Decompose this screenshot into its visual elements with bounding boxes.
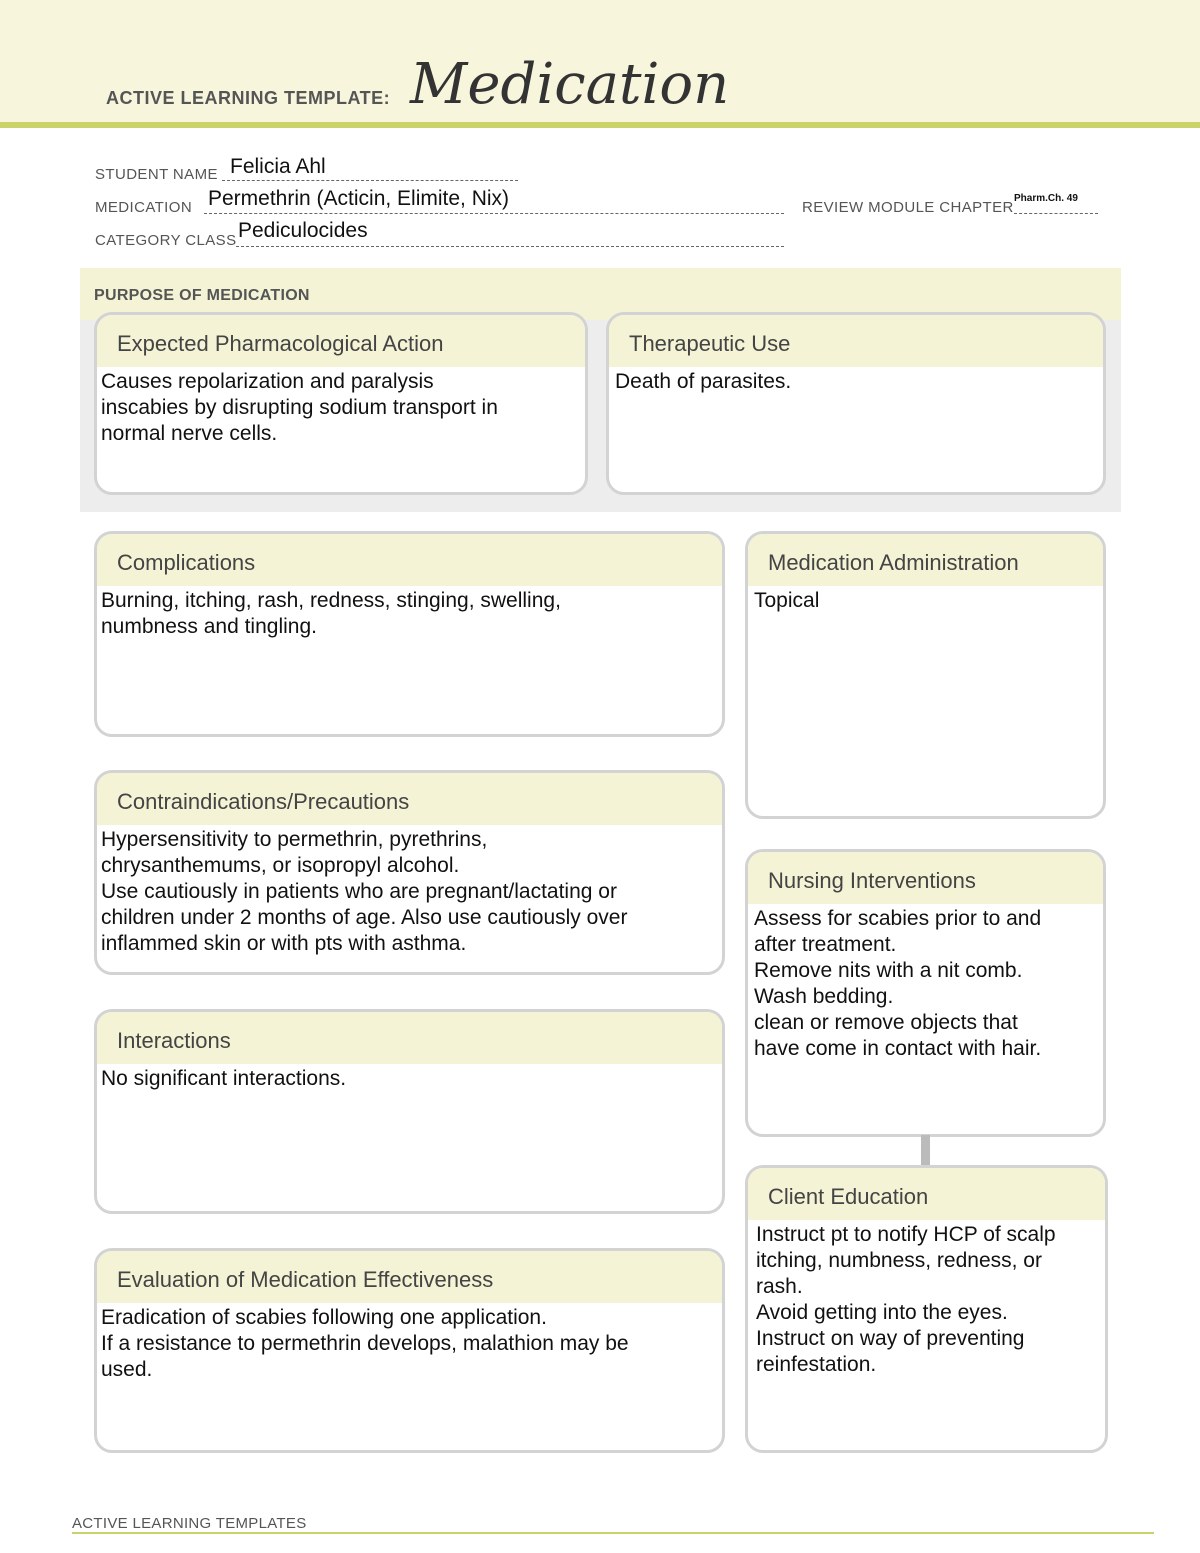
contraindications-heading: Contraindications/Precautions	[97, 773, 722, 825]
student-name-value[interactable]: Felicia Ahl	[230, 155, 326, 178]
header-rule	[0, 122, 1200, 128]
nursing-interventions-body[interactable]: Assess for scabies prior to and after treatment. Remove nits with a nit comb. Wash bedding. clean or remove objects that have come in contact with hair.	[754, 907, 1042, 1060]
evaluation-body[interactable]: Eradication of scabies following one application. If a resistance to permethrin develops, malathion may be used.	[101, 1306, 629, 1381]
expected-action-box[interactable]	[94, 312, 588, 495]
medication-label: MEDICATION	[95, 199, 193, 216]
category-class-line	[236, 246, 784, 247]
category-class-label: CATEGORY CLASS	[95, 232, 237, 249]
connector-bar	[921, 1135, 930, 1167]
review-module-label: REVIEW MODULE CHAPTER	[802, 199, 1014, 216]
interactions-body[interactable]: No significant interactions.	[101, 1067, 347, 1090]
complications-body[interactable]: Burning, itching, rash, redness, stinging, swelling, numbness and tingling.	[101, 589, 561, 638]
medication-line	[204, 213, 784, 214]
interactions-box[interactable]	[94, 1009, 725, 1214]
student-name-label: STUDENT NAME	[95, 166, 218, 183]
client-education-body[interactable]: Instruct pt to notify HCP of scalp itching, numbness, redness, or rash. Avoid getting into the eyes. Instruct on way of preventing reinfestation.	[756, 1223, 1056, 1376]
complications-box[interactable]	[94, 531, 725, 737]
nursing-interventions-heading: Nursing Interventions	[748, 852, 1103, 904]
medication-value[interactable]: Permethrin (Acticin, Elimite, Nix)	[208, 187, 510, 210]
evaluation-heading: Evaluation of Medication Effectiveness	[97, 1251, 722, 1303]
interactions-heading: Interactions	[97, 1012, 722, 1064]
evaluation-box[interactable]	[94, 1248, 725, 1453]
nursing-interventions-box[interactable]	[745, 849, 1106, 1137]
contraindications-body[interactable]: Hypersensitivity to permethrin, pyrethrins, chrysanthemums, or isopropyl alcohol. Use cautiously in patients who are pregnant/lactating or children under 2 months of age. Also use cautiously over inflammed skin or with pts with asthma.	[101, 828, 628, 955]
contraindications-box[interactable]	[94, 770, 725, 975]
template-label: ACTIVE LEARNING TEMPLATE:	[106, 88, 391, 108]
purpose-title: PURPOSE OF MEDICATION	[94, 287, 310, 304]
therapeutic-use-heading: Therapeutic Use	[609, 315, 1103, 367]
administration-body[interactable]: Topical	[754, 589, 820, 612]
page-title: Medication	[410, 52, 730, 117]
administration-heading: Medication Administration	[748, 534, 1103, 586]
review-module-line	[1014, 213, 1098, 214]
category-class-value[interactable]: Pediculocides	[238, 219, 368, 242]
administration-box[interactable]	[745, 531, 1106, 819]
complications-heading: Complications	[97, 534, 722, 586]
footer-rule	[72, 1532, 1154, 1534]
review-module-value[interactable]: Pharm.Ch. 49	[1014, 193, 1078, 204]
student-name-line	[222, 180, 518, 181]
therapeutic-use-body[interactable]: Death of parasites.	[615, 370, 792, 393]
expected-action-body[interactable]: Causes repolarization and paralysis inscabies by disrupting sodium transport in normal nerve cells.	[101, 370, 498, 445]
expected-action-heading: Expected Pharmacological Action	[97, 315, 585, 367]
client-education-heading: Client Education	[748, 1168, 1105, 1220]
footer-label: ACTIVE LEARNING TEMPLATES	[72, 1515, 307, 1532]
therapeutic-use-box[interactable]	[606, 312, 1106, 495]
client-education-box[interactable]	[745, 1165, 1108, 1453]
